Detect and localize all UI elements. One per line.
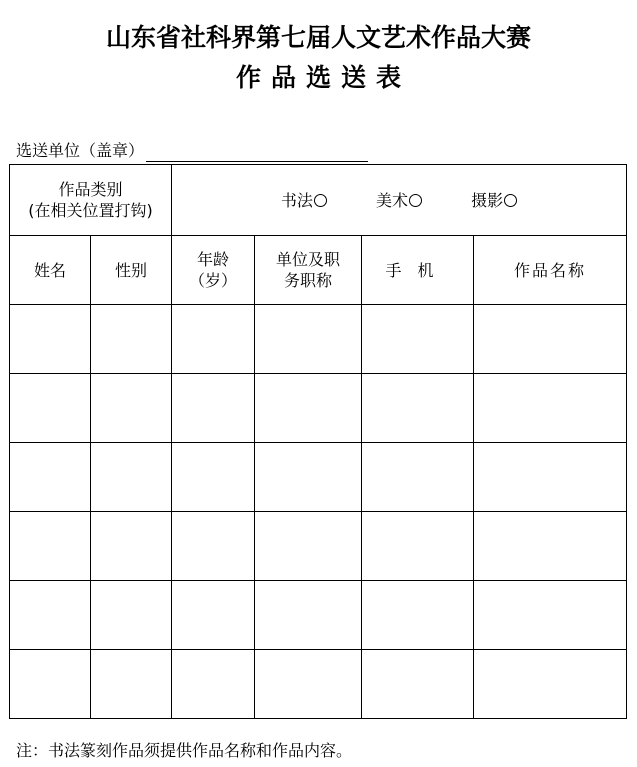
category-row [10, 165, 627, 236]
header-work-title: 作品名称 [474, 236, 627, 305]
position-cell[interactable] [255, 443, 362, 512]
position-cell[interactable] [255, 650, 362, 719]
name-cell[interactable] [10, 305, 91, 374]
phone-cell[interactable] [362, 443, 474, 512]
header-position-line2: 务职称 [283, 271, 332, 290]
table-row [10, 581, 627, 650]
submitting-unit-label: 选送单位（盖章） [16, 141, 145, 160]
header-gender: 性别 [91, 236, 172, 305]
circle-checkbox-icon[interactable] [314, 194, 327, 207]
name-cell[interactable] [10, 374, 91, 443]
work-title-cell[interactable] [474, 443, 627, 512]
phone-cell[interactable] [362, 650, 474, 719]
position-cell[interactable] [255, 581, 362, 650]
gender-cell[interactable] [91, 305, 172, 374]
phone-cell[interactable] [362, 581, 474, 650]
header-position [255, 236, 362, 305]
category-option-label: 摄影 [471, 190, 504, 210]
work-title-cell[interactable] [474, 581, 627, 650]
footnote: 注：书法篆刻作品须提供作品名称和作品内容。 [16, 741, 353, 760]
category-option-label: 书法 [280, 190, 313, 210]
table-row [10, 305, 627, 374]
name-cell[interactable] [10, 581, 91, 650]
category-hint: (在相关位置打钩) [28, 201, 153, 220]
category-option-fine-art[interactable] [376, 190, 422, 211]
header-row [10, 236, 627, 305]
work-title-cell[interactable] [474, 374, 627, 443]
header-position-line1: 单位及职 [275, 250, 340, 269]
table-row [10, 512, 627, 581]
phone-cell[interactable] [362, 374, 474, 443]
header-phone: 手机 [362, 236, 474, 305]
submitting-unit-row [16, 140, 368, 162]
position-cell[interactable] [255, 305, 362, 374]
phone-cell[interactable] [362, 305, 474, 374]
circle-checkbox-icon[interactable] [409, 194, 422, 207]
age-cell[interactable] [172, 581, 255, 650]
category-option-label: 美术 [376, 190, 409, 210]
form-title: 山东省社科界第七届人文艺术作品大赛 [105, 23, 531, 52]
name-cell[interactable] [10, 512, 91, 581]
table-row [10, 374, 627, 443]
age-cell[interactable] [172, 305, 255, 374]
table-row [10, 650, 627, 719]
gender-cell[interactable] [91, 581, 172, 650]
header-age-unit: （岁） [188, 271, 237, 290]
category-label-cell [10, 165, 172, 236]
header-age [172, 236, 255, 305]
submitting-unit-blank[interactable] [146, 141, 368, 162]
position-cell[interactable] [255, 512, 362, 581]
work-title-cell[interactable] [474, 512, 627, 581]
gender-cell[interactable] [91, 650, 172, 719]
gender-cell[interactable] [91, 374, 172, 443]
gender-cell[interactable] [91, 512, 172, 581]
work-title-cell[interactable] [474, 305, 627, 374]
form-subtitle: 作品选送表 [235, 63, 411, 92]
age-cell[interactable] [172, 650, 255, 719]
position-cell[interactable] [255, 374, 362, 443]
work-title-cell[interactable] [474, 650, 627, 719]
entry-form-table [9, 164, 627, 719]
category-option-photography[interactable] [471, 190, 517, 211]
category-label: 作品类别 [58, 180, 123, 199]
category-option-calligraphy[interactable] [281, 190, 327, 211]
name-cell[interactable] [10, 443, 91, 512]
header-age-label: 年龄 [196, 250, 229, 269]
age-cell[interactable] [172, 512, 255, 581]
gender-cell[interactable] [91, 443, 172, 512]
circle-checkbox-icon[interactable] [504, 194, 517, 207]
header-name: 姓名 [10, 236, 91, 305]
age-cell[interactable] [172, 374, 255, 443]
category-options-cell [172, 165, 627, 236]
name-cell[interactable] [10, 650, 91, 719]
table-row [10, 443, 627, 512]
age-cell[interactable] [172, 443, 255, 512]
phone-cell[interactable] [362, 512, 474, 581]
